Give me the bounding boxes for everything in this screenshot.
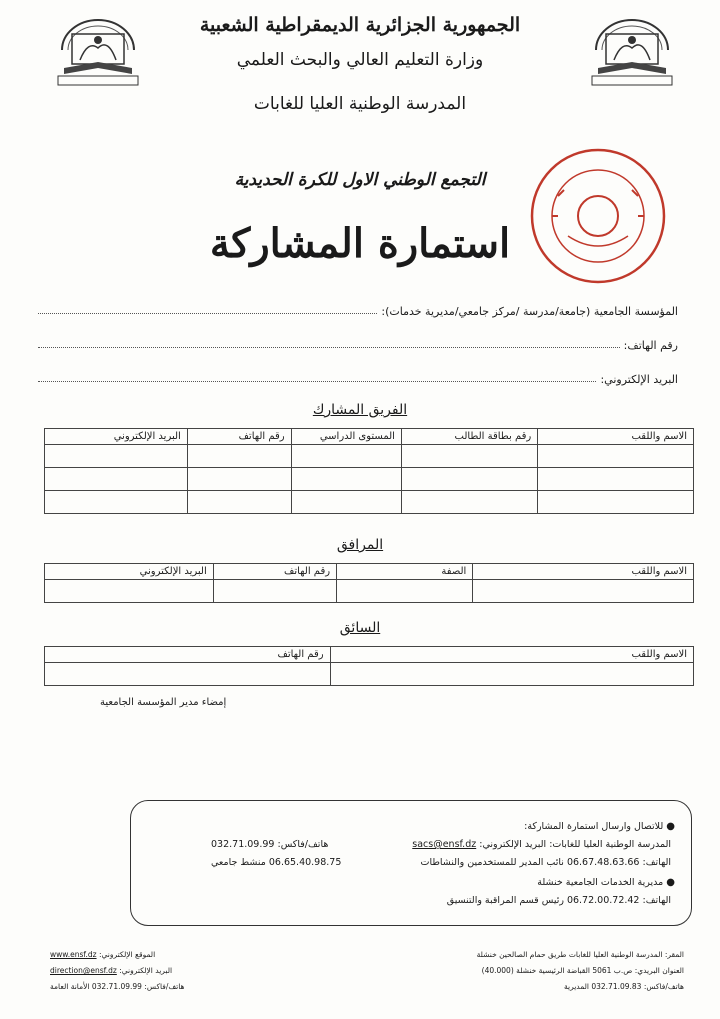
contact-school-email: المدرسة الوطنية العليا للغابات: البريد الإلكتروني: sacs@ensf.dz bbox=[412, 839, 671, 850]
contact-phone2: 06.65.40.98.75 منشط جامعي bbox=[211, 857, 342, 868]
col-name: الاسم واللقب bbox=[538, 429, 694, 445]
contact-directorate: ● مديرية الخدمات الجامعية خنشلة bbox=[537, 877, 675, 888]
institution-label: المؤسسة الجامعية (جامعة/مدرسة /مركز جامعي/مديرية خدمات): bbox=[381, 305, 678, 318]
footer-postal: العنوان البريدي: ص.ب 5061 القباضة الرئيسية خنشلة (40.000) bbox=[481, 966, 684, 975]
email-field[interactable] bbox=[38, 364, 678, 386]
contact-phone-fax: هاتف/فاكس: 032.71.09.99 bbox=[211, 839, 329, 850]
signature-label: إمضاء مدير المؤسسة الجامعية bbox=[100, 697, 227, 708]
col-phone: رقم الهاتف bbox=[187, 429, 291, 445]
contact-phone3: الهاتف: 06.72.00.72.42 رئيس قسم المراقبة والتنسيق bbox=[446, 895, 671, 906]
contact-phone1: الهاتف: 06.67.48.63.66 نائب المدير للمستخدمين والنشاطات bbox=[420, 857, 671, 868]
col-phone: رقم الهاتف bbox=[213, 564, 336, 580]
phone-label: رقم الهاتف: bbox=[623, 339, 678, 352]
col-student-card: رقم بطاقة الطالب bbox=[401, 429, 537, 445]
footer-website: الموقع الإلكتروني: www.ensf.dz bbox=[50, 950, 156, 959]
footer-secretariat: هاتف/فاكس: 032.71.09.99 الأمانة العامة bbox=[50, 982, 185, 991]
institution-line[interactable] bbox=[38, 313, 377, 314]
col-name: الاسم واللقب bbox=[330, 647, 693, 663]
email-line[interactable] bbox=[38, 381, 596, 382]
companion-table bbox=[44, 563, 694, 603]
col-level: المستوى الدراسي bbox=[291, 429, 401, 445]
col-name: الاسم واللقب bbox=[473, 564, 694, 580]
footer-address: المقر: المدرسة الوطنية العليا للغابات طريق حمام الصالحين خنشلة bbox=[476, 950, 684, 959]
table-row[interactable] bbox=[45, 468, 694, 491]
phone-field[interactable] bbox=[38, 330, 678, 352]
footer-email-link[interactable]: direction@ensf.dz bbox=[50, 966, 117, 975]
col-email: البريد الإلكتروني bbox=[45, 564, 214, 580]
form-title: استمارة المشاركة bbox=[209, 220, 511, 267]
event-name: التجمع الوطني الاول للكرة الحديدية bbox=[234, 170, 486, 190]
website-link[interactable]: www.ensf.dz bbox=[50, 950, 97, 959]
footer-email: البريد الإلكتروني: direction@ensf.dz bbox=[50, 966, 173, 975]
footer-phone: هاتف/فاكس: 032.71.09.83 المديرية bbox=[563, 982, 684, 991]
school-title: المدرسة الوطنية العليا للغابات bbox=[253, 94, 467, 114]
table-row[interactable] bbox=[45, 445, 694, 468]
team-heading: الفريق المشارك bbox=[312, 402, 408, 418]
table-row[interactable] bbox=[45, 491, 694, 514]
table-header-row bbox=[45, 564, 694, 580]
table-header-row bbox=[45, 647, 694, 663]
companion-heading: المرافق bbox=[336, 537, 384, 553]
col-role: الصفة bbox=[337, 564, 473, 580]
school-email-link[interactable]: sacs@ensf.dz bbox=[412, 839, 477, 850]
republic-title: الجمهورية الجزائرية الديمقراطية الشعبية bbox=[199, 14, 521, 36]
table-row[interactable] bbox=[45, 663, 694, 686]
contact-intro: ● للاتصال وارسال استمارة المشاركة: bbox=[524, 821, 675, 832]
team-table bbox=[44, 428, 694, 514]
col-phone: رقم الهاتف bbox=[45, 647, 331, 663]
driver-heading: السائق bbox=[339, 620, 381, 636]
email-label: البريد الإلكتروني: bbox=[600, 373, 678, 386]
contact-box bbox=[130, 800, 692, 926]
table-row[interactable] bbox=[45, 580, 694, 603]
phone-line[interactable] bbox=[38, 347, 620, 348]
table-header-row bbox=[45, 429, 694, 445]
driver-table bbox=[44, 646, 694, 686]
col-email: البريد الإلكتروني bbox=[45, 429, 188, 445]
ministry-title: وزارة التعليم العالي والبحث العلمي bbox=[236, 50, 484, 70]
institution-field[interactable] bbox=[38, 296, 678, 318]
